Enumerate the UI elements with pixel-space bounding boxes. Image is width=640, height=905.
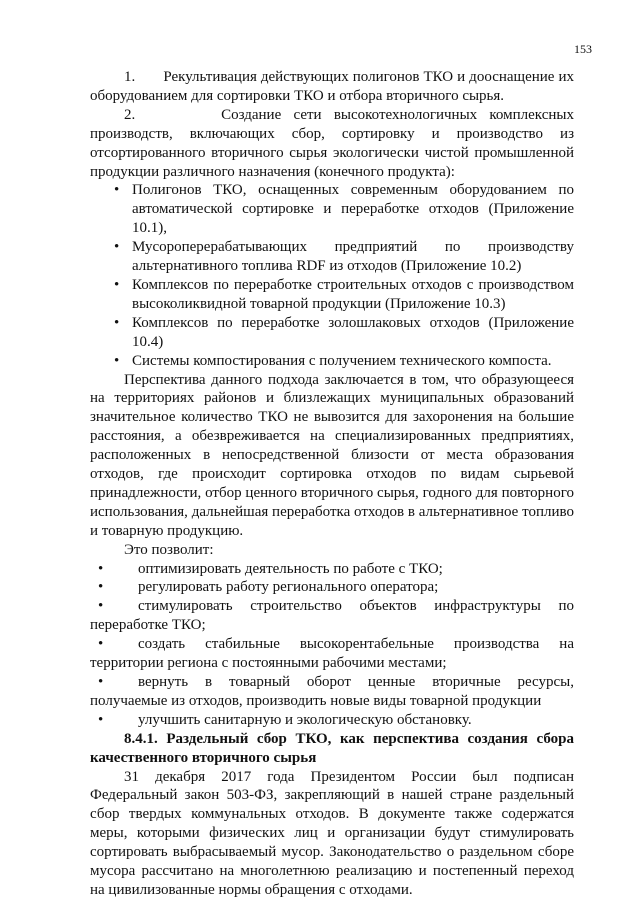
paragraph-item-2: 2. Создание сети высокотехнологичных комплексных производств, включающих сбор, сортировку и производство из отсортированного вторичного сырья экологически чистой промышленной продукции различного назначения (конечного продукта):: [90, 106, 574, 180]
list-item: • регулировать работу регионального оператора;: [90, 578, 574, 597]
paragraph-item-1: 1. Рекультивация действующих полигонов ТКО и дооснащение их оборудованием для сортировки ТКО и отбора вторичного сырья.: [90, 69, 574, 104]
list-item: • Полигонов ТКО, оснащенных современным оборудованием по автоматической сортировке и переработке отходов (Приложение 10.1),: [114, 182, 574, 237]
bullet-icon: •: [98, 598, 104, 615]
bullet-icon: •: [98, 579, 104, 596]
list-item: • Комплексов по переработке золошлаковых отходов (Приложение 10.4): [114, 314, 574, 350]
benefits-list: [90, 560, 574, 730]
bullet-icon: •: [98, 674, 104, 690]
page-content: [90, 68, 574, 900]
list-item: • Комплексов по переработке строительных отходов с производством высоколиквидной товарной продукции (Приложение 10.3): [114, 276, 574, 312]
list-item: • вернуть в товарный оборот ценные вторичные ресурсы, получаемые из отходов, производить новые виды товарной продукции: [90, 674, 574, 709]
list-item: • Мусороперерабатывающих предприятий по производству альтернативного топлива RDF из отходов (Приложение 10.2): [114, 239, 574, 275]
bullet-icon: •: [114, 352, 120, 369]
bullet-icon: •: [98, 711, 104, 728]
page-number: 153: [574, 42, 592, 56]
bullet-icon: •: [114, 182, 120, 199]
bullet-icon: •: [114, 239, 120, 256]
bullet-icon: •: [98, 560, 104, 577]
list-item: • улучшить санитарную и экологическую обстановку.: [90, 711, 574, 730]
list-item: • стимулировать строительство объектов инфраструктуры по переработке ТКО;: [90, 598, 574, 634]
list-item: • Системы компостирования с получением технического компоста.: [114, 352, 552, 369]
bullet-icon: •: [114, 276, 120, 293]
bullet-icon: •: [114, 314, 120, 331]
bullet-icon: •: [98, 636, 104, 653]
list-item: • создать стабильные высокорентабельные производства на территории региона с постоянными рабочими местами;: [90, 636, 574, 672]
section-heading: 8.4.1. Раздельный сбор ТКО, как перспектива создания сбора качественного вторичного сырья: [90, 730, 574, 766]
list-item: • оптимизировать деятельность по работе с ТКО;: [90, 560, 574, 579]
paragraph-perspective: Перспектива данного подхода заключается в том, что образующееся на территориях районов и близлежащих муниципальных образований значительное количество ТКО не вывозится для захоронения на большие расстояния, а обезвреживается на специализированных предприятиях, расположенных в непосредственной близости от места образования отходов, где происходит сортировка отходов по видам сырьевой принадлежности, отбор ценного вторичного сырья, годного для повторного использования, дальнейшая переработка отходов в альтернативное топливо и товарную продукцию.: [90, 371, 574, 539]
facilities-list: [90, 181, 574, 370]
paragraph-law: 31 декабря 2017 года Президентом России был подписан Федеральный закон 503-ФЗ, закрепляющий в нашей стране раздельный сбор твердых коммунальных отходов. В документе также содержатся меры, которыми физических лиц и организации будут стимулировать сортировать выбрасываемый мусор. Законодательство о раздельном сборе мусора рассчитано на многолетнюю реализацию и постепенный переход на цивилизованные нормы обращения с отходами.: [90, 768, 574, 898]
paragraph-allows: Это позволит:: [124, 541, 214, 558]
